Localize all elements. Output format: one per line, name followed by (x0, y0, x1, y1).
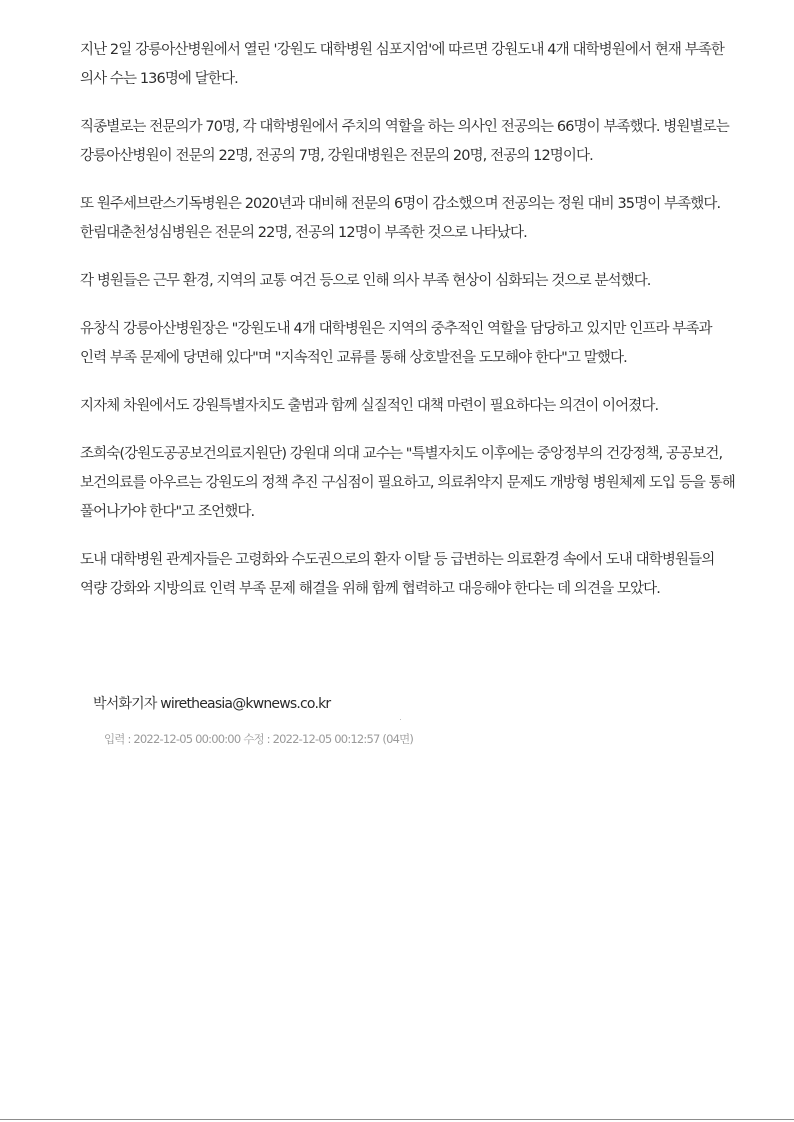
article-paragraph-8: 도내 대학병원 관계자들은 고령화와 수도권으로의 환자 이탈 등 급변하는 의료환경 속에서 도내 대학병원들의 역량 강화와 지방의료 인력 부족 문제 해결을 위해 함께 협력하고 대응해야 한다는 데 의견을 모았다. (80, 552, 715, 597)
article-paragraph-1: 지난 2일 강릉아산병원에서 열린 '강원도 대학병원 심포지엄'에 따르면 강원도내 4개 대학병원에서 현재 부족한 의사 수는 136명에 달한다. (80, 42, 725, 87)
article-paragraph-5: 유창식 강릉아산병원장은 "강원도내 4개 대학병원은 지역의 중추적인 역할을 담당하고 있지만 인프라 부족과 인력 부족 문제에 당면해 있다"며 "지속적인 교류를 통해 상호발전을 도모해야 한다"고 말했다. (80, 321, 712, 366)
article-paragraph-7: 조희숙(강원도공공보건의료지원단) 강원대 의대 교수는 "특별자치도 이후에는 중앙정부의 건강정책, 공공보건, 보건의료를 아우르는 강원도의 정책 추진 구심점이 필요하고, 의료취약지 문제도 개방형 병원체제 도입 등을 통해 풀어나가야 한다"고 조언했다. (80, 446, 735, 520)
article-paragraph-6: 지자체 차원에서도 강원특별자치도 출범과 함께 실질적인 대책 마련이 필요하다는 의견이 이어졌다. (80, 398, 659, 414)
article-body (80, 36, 740, 623)
article-paragraph-3: 또 원주세브란스기독병원은 2020년과 대비해 전문의 6명이 감소했으며 전공의는 정원 대비 35명이 부족했다. 한림대춘천성심병원은 전문의 22명, 전공의 12명이 부족한 것으로 나타났다. (80, 196, 721, 241)
article-paragraph-2: 직종별로는 전문의가 70명, 각 대학병원에서 주치의 역할을 하는 의사인 전공의는 66명이 부족했다. 병원별로는 강릉아산병원이 전문의 22명, 전공의 7명, 강원대병원은 전문의 20명, 전공의 12명이다. (80, 119, 729, 164)
page-bottom-edge (0, 1119, 794, 1120)
scan-speck (400, 719, 401, 720)
reporter-byline: 박서화기자 wiretheasia@kwnews.co.kr (93, 696, 331, 712)
publish-dateline: 입력 : 2022-12-05 00:00:00 수정 : 2022-12-05 00:12:57 (04면) (104, 732, 414, 746)
article-paragraph-4: 각 병원들은 근무 환경, 지역의 교통 여건 등으로 인해 의사 부족 현상이 심화되는 것으로 분석했다. (80, 273, 651, 289)
